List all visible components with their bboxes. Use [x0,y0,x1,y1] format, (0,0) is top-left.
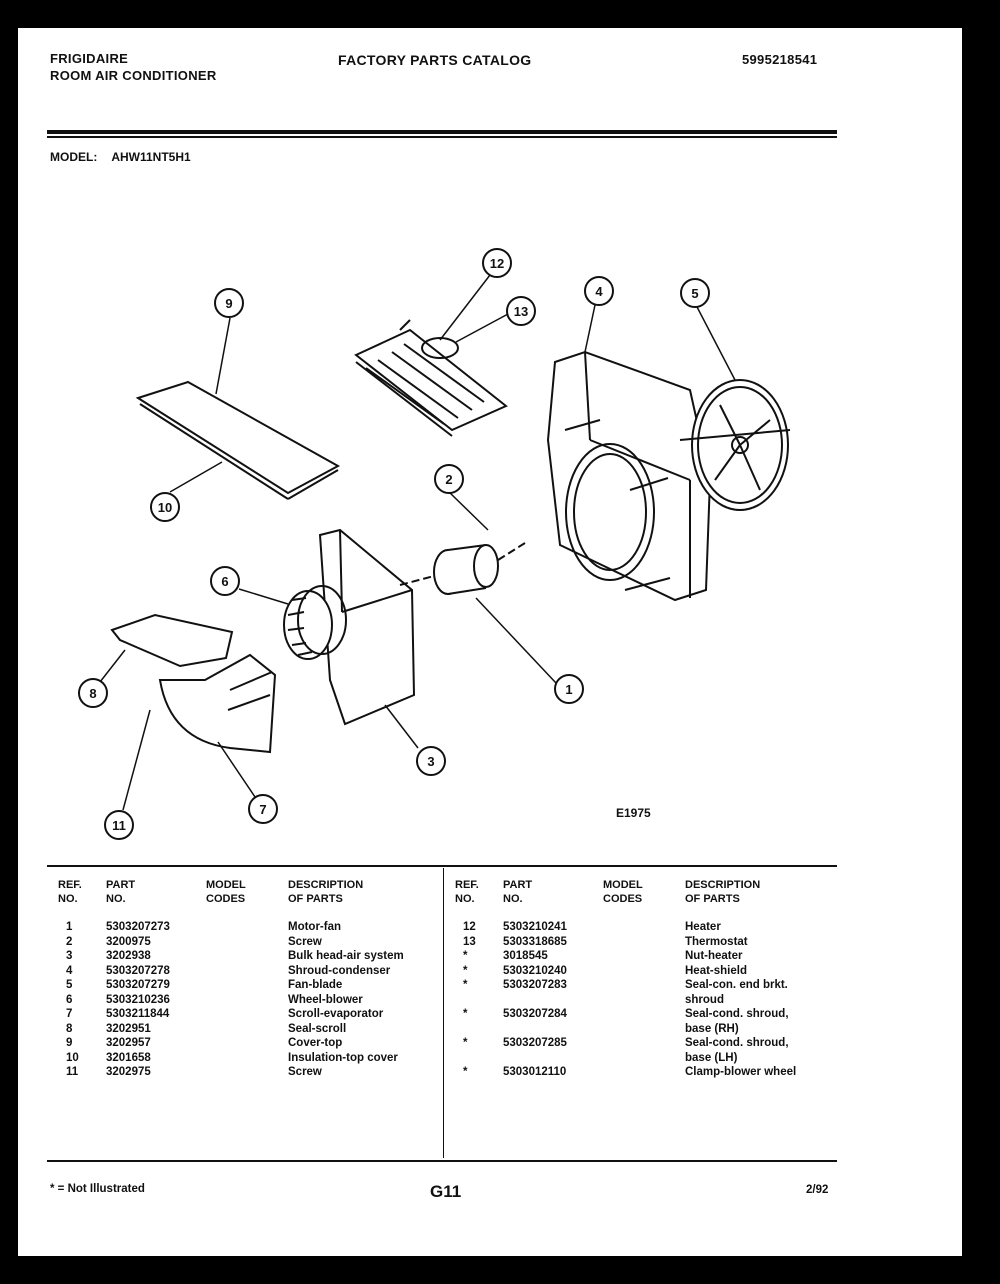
col-part-header: PART NO. [503,879,533,905]
cell-part: 3202957 [106,1037,151,1049]
desc-line: base (RH) [685,1022,739,1035]
cell-part: 5303207273 [106,921,170,933]
table-row [58,964,404,979]
cell-part: 5303210236 [106,993,170,1006]
desc-line: Seal-cond. shroud, [685,1037,789,1049]
cell-part: 5303210241 [503,921,567,933]
footnote: * = Not Illustrated [50,1183,145,1195]
cell-part: 5303207278 [106,964,170,977]
cell-part: 5303207279 [106,979,170,991]
table-row [455,935,796,950]
table-row [58,993,404,1008]
cell-ref: 9 [66,1037,73,1049]
cell-part: 5303210240 [503,964,567,977]
callout-11: 11 [104,810,134,840]
cell-model [206,920,288,935]
cell-ref: * [463,979,468,991]
desc-line: Thermostat [685,935,748,948]
cell-part: 3200975 [106,935,151,948]
cell-ref: * [463,964,468,977]
callout-12: 12 [482,248,512,278]
table-header-row [58,878,404,920]
col-part-header: PART NO. [106,879,136,905]
callout-6: 6 [210,566,240,596]
diagram-code: E1975 [616,806,651,820]
page-number: G11 [430,1182,462,1201]
col-ref-header: REF. NO. [455,879,479,905]
scroll-evaporator-part [112,615,275,752]
table-row [58,1036,404,1051]
parts-table-left [58,878,404,1080]
cell-model [206,964,288,979]
cell-model [206,1051,288,1066]
table-row [455,1065,796,1080]
table-row [455,920,796,935]
product-name: ROOM AIR CONDITIONER [50,68,217,83]
cell-model [206,1065,288,1080]
cell-desc [685,978,796,1007]
cell-desc: Scroll-evaporator [288,1008,384,1020]
table-row [455,978,796,1007]
cell-model [206,1036,288,1051]
cell-ref: 4 [66,964,73,977]
table-row [455,964,796,979]
parts-table-right [455,878,796,1080]
callout-5: 5 [680,278,710,308]
cell-desc: Wheel-blower [288,993,363,1006]
cell-part: 3202951 [106,1022,151,1035]
table-top-rule [47,865,837,867]
table-row [455,949,796,964]
cell-model [603,978,685,1007]
cell-desc: Seal-scroll [288,1022,347,1035]
desc-line: Nut-heater [685,950,743,962]
table-row [58,920,404,935]
col-ref-header: REF. NO. [58,879,82,905]
cell-ref: * [463,1037,468,1049]
cover-top-part [138,382,338,499]
cell-model [206,949,288,964]
table-header-row [455,878,796,920]
table-row [58,1022,404,1037]
col-model-header: MODEL CODES [603,879,643,905]
cell-part: 3201658 [106,1051,151,1064]
cell-part: 5303207284 [503,1008,567,1020]
cell-ref: 5 [66,979,73,991]
cell-ref: 11 [66,1066,79,1078]
callout-1: 1 [554,674,584,704]
cell-ref: * [463,1066,468,1078]
cell-ref: 13 [463,935,476,948]
callout-3: 3 [416,746,446,776]
cell-model [206,1007,288,1022]
col-desc-header: DESCRIPTION OF PARTS [685,879,761,905]
cell-ref: 6 [66,993,73,1006]
table-row [58,1051,404,1066]
cell-ref: 8 [66,1022,73,1035]
callout-10: 10 [150,492,180,522]
callout-9: 9 [214,288,244,318]
cell-part: 5303012110 [503,1066,567,1078]
table-row [455,1036,796,1065]
cell-model [603,1007,685,1036]
desc-line: shroud [685,993,724,1006]
cell-ref: 1 [66,921,73,933]
col-desc-header: DESCRIPTION OF PARTS [288,879,364,905]
cell-desc: Shroud-condenser [288,964,391,977]
cell-desc: Bulk head-air system [288,950,404,962]
cell-desc: Motor-fan [288,921,342,933]
callout-4: 4 [584,276,614,306]
cell-model [206,993,288,1008]
desc-line: base (LH) [685,1051,738,1064]
desc-line: Clamp-blower wheel [685,1066,797,1078]
desc-line: Seal-con. end brkt. [685,979,788,991]
table-divider [443,868,444,1158]
cell-model [603,920,685,935]
cell-desc [685,1036,796,1065]
cell-desc [685,935,796,950]
cell-ref: 3 [66,950,73,962]
desc-line: Heater [685,921,721,933]
cell-desc [685,920,796,935]
table-row [58,1065,404,1080]
cell-model [206,935,288,950]
condenser-shroud-part [548,352,710,600]
callout-7: 7 [248,794,278,824]
callout-2: 2 [434,464,464,494]
table-row [455,1007,796,1036]
cell-desc: Cover-top [288,1037,343,1049]
cell-part: 5303207285 [503,1037,567,1049]
table-row [58,978,404,993]
cell-desc [685,1065,796,1080]
motor-part [400,543,525,594]
col-model-header: MODEL CODES [206,879,246,905]
model-value: AHW11NT5H1 [111,150,191,164]
desc-line: Seal-cond. shroud, [685,1008,789,1020]
cell-part: 5303318685 [503,935,567,948]
cell-ref: 12 [463,921,476,933]
cell-desc: Fan-blade [288,979,343,991]
cell-model [603,1065,685,1080]
cell-model [206,978,288,993]
cell-ref: 2 [66,935,73,948]
cell-desc: Insulation-top cover [288,1051,398,1064]
table-row [58,949,404,964]
cell-part: 3202938 [106,950,151,962]
cell-desc [685,964,796,979]
brand-name: FRIGIDAIRE [50,51,129,66]
cell-desc [685,1007,796,1036]
table-row [58,1007,404,1022]
cell-model [603,1036,685,1065]
catalog-number: 5995218541 [742,52,818,67]
cell-part: 3202975 [106,1066,151,1078]
table-bottom-rule [47,1160,837,1162]
cell-ref: 10 [66,1051,79,1064]
revision-date: 2/92 [806,1184,829,1196]
cell-desc [685,949,796,964]
cell-part: 5303207283 [503,979,567,991]
desc-line: Heat-shield [685,964,747,977]
model-label: MODEL: [50,150,98,164]
cell-ref: * [463,950,468,962]
cell-part: 5303211844 [106,1008,170,1020]
heater-part [356,320,506,436]
callout-13: 13 [506,296,536,326]
bulkhead-part [320,530,414,724]
cell-part: 3018545 [503,950,548,962]
cell-model [603,964,685,979]
cell-model [603,935,685,950]
table-row [58,935,404,950]
cell-ref: * [463,1008,468,1020]
cell-model [603,949,685,964]
catalog-title: FACTORY PARTS CATALOG [338,52,532,68]
cell-model [206,1022,288,1037]
cell-desc: Screw [288,1066,322,1078]
cell-ref: 7 [66,1008,73,1020]
callout-8: 8 [78,678,108,708]
cell-desc: Screw [288,935,322,948]
